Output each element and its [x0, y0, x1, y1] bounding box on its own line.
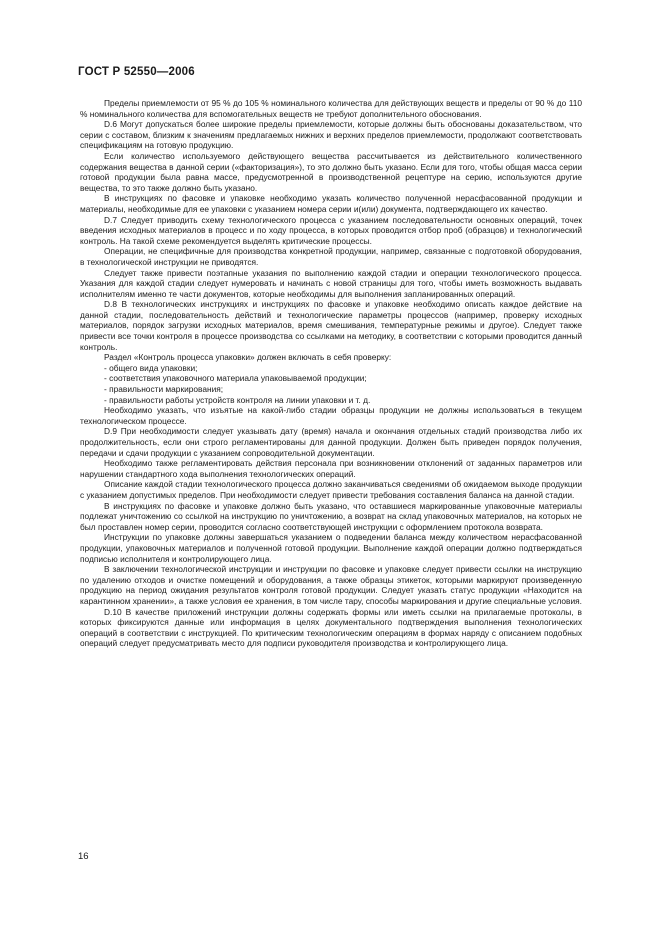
paragraph: Инструкции по упаковке должны завершаться указанием о подведении баланса между количеством нерасфасованной продукции, упаковочных материалов и полученной готовой продукции. Выполнение каждой операции должно подтверждаться подписью исполнителя и контролирующего лица.: [80, 532, 582, 564]
list-item: - правильности работы устройств контроля на линии упаковки и т. д.: [104, 394, 371, 405]
paragraph: Пределы приемлемости от 95 % до 105 % номинального количества для действующих веществ и пределы от 90 % до 110 % номинального количества для вспомогательных веществ не требуют дополнительного обоснования.: [80, 98, 582, 119]
paragraph: В заключении технологической инструкции и инструкции по фасовке и упаковке следует привести ссылки на инструкцию по удалению отходов и очистке помещений и оборудования, а также образцы этикеток, которыми маркируют произведенную продукцию на период ожидания результатов контроля готовой продукции. Следует указать статус продукции «Находится на карантинном хранении», а также условия ее хранения, в том числе тару, способы маркирования и другие специальные условия.: [80, 564, 582, 606]
paragraph: Раздел «Контроль процесса упаковки» должен включать в себя проверку:: [104, 352, 392, 363]
paragraph-d8: D.8 В технологических инструкциях и инструкциях по фасовке и упаковке необходимо описать каждое действие на данной стадии, последовательность действий и технологические параметры процессов (например, проверку исходных материалов, порядок загрузки исходных материалов, время смешивания, температурные режимы и другое). Следует также привести все точки контроля в процессе производства со ссылками на методику, в соответствии с которыми проводится данный контроль.: [80, 299, 582, 352]
list-item: - соответствия упаковочного материала упаковываемой продукции;: [104, 373, 367, 384]
paragraph: В инструкциях по фасовке и упаковке необходимо указать количество полученной нерасфасованной продукции и материалы, необходимые для ее упаковки с указанием номера серии и(или) документа, подтверждающего их качество.: [80, 193, 582, 214]
paragraph-d7: D.7 Следует приводить схему технологического процесса с указанием последовательности основных операций, точек введения исходных материалов в процесс и по ходу процесса, в которых проводится отбор проб (образцов) и технологический контроль. На такой схеме рекомендуется выделять критические процессы.: [80, 214, 582, 246]
paragraph: Описание каждой стадии технологического процесса должно заканчиваться сведениями об ожидаемом выходе продукции с указанием допустимых пределов. При необходимости следует привести требования составления баланса на данной стадии.: [80, 479, 582, 500]
body-text: [80, 98, 582, 649]
page-number: 16: [78, 851, 89, 862]
paragraph: Операции, не специфичные для производства конкретной продукции, например, связанные с подготовкой оборудования, в технологической инструкции не приводятся.: [80, 246, 582, 267]
paragraph-d9: D.9 При необходимости следует указывать дату (время) начала и окончания отдельных стадий производства либо их продолжительность, если они строго регламентированы для данной продукции. Должен быть приведен порядок получения, передачи и сдачи продукции с указанием сопроводительной документации.: [80, 426, 582, 458]
paragraph-d10: D.10 В качестве приложений инструкции должны содержать формы или иметь ссылки на прилагаемые протоколы, в которых фиксируются данные или информация в целях документального подтверждения выполнения технологических операций в соответствии с инструкцией. По критическим технологическим операциям в формах наряду с описанием подобных операций следует предусматривать место для подписи руководителя производства и контролирующего лица.: [80, 606, 582, 649]
paragraph: Если количество используемого действующего вещества рассчитывается из действительного количественного содержания вещества в данной серии («факторизация»), то это должно быть указано. Если для того, чтобы общая масса серии готовой продукции была равна массе, предусмотренной в производственной рецептуре на серию, используются другие вещества, то это также должно быть указано.: [80, 150, 582, 193]
list-item: - правильности маркирования;: [104, 384, 224, 395]
paragraph: В инструкциях по фасовке и упаковке должно быть указано, что оставшиеся маркированные упаковочные материалы подлежат уничтожению со ссылкой на инструкцию по уничтожению, а возврат на склад упаковочных материалов, на которых не был проставлен номер серии, проводится согласно соответствующей инструкции с оформлением протокола возврата.: [80, 500, 582, 532]
paragraph: Необходимо указать, что изъятые на какой-либо стадии образцы продукции не должны использоваться в текущем технологическом процессе.: [80, 405, 582, 426]
paragraph: Следует также привести поэтапные указания по выполнению каждой стадии и операции технологического процесса. Указания для каждой стадии следует нумеровать и начинать с новой страницы для того, чтобы иметь возможность выдавать исполнителям именно те части документов, которые необходимы для выполнения запланированных операций.: [80, 267, 582, 299]
paragraph: Необходимо также регламентировать действия персонала при возникновении отклонений от заданных параметров или нарушении стандартного хода выполнения технологических операций.: [80, 458, 582, 479]
list-item: - общего вида упаковки;: [104, 362, 198, 373]
page-header-standard-id: ГОСТ Р 52550—2006: [78, 66, 195, 78]
paragraph-d6: D.6 Могут допускаться более широкие пределы приемлемости, которые должны быть обоснованы доказательством, что серии с составом, близким к значениям предлагаемых нижних и верхних пределов приемлемости, продолжают соответствовать спецификациям на готовую продукцию.: [80, 119, 582, 151]
